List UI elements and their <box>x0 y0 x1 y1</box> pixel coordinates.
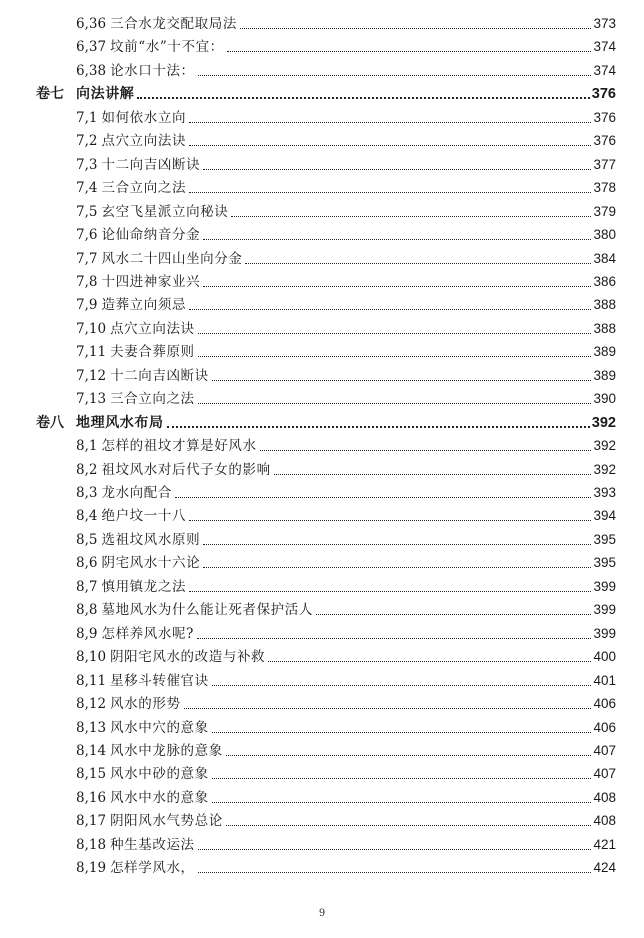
toc-entry-page: 374 <box>593 62 616 78</box>
toc-entry-number: 7,3 <box>76 156 98 173</box>
dot-leader <box>203 169 591 170</box>
toc-entry-number: 7,8 <box>76 273 98 290</box>
toc-entry-title: 造葬立向须忌 <box>101 297 187 314</box>
toc-entry-page: 421 <box>593 836 616 852</box>
dot-leader <box>197 638 592 639</box>
toc-entry-title: 星移斗转催官诀 <box>110 672 209 689</box>
toc-entry-title: 点穴立向法诀 <box>101 133 187 150</box>
dot-leader <box>212 685 592 686</box>
toc-entry-row <box>76 34 616 56</box>
toc-entry-title: 风水中砂的意象 <box>110 766 209 783</box>
dot-leader <box>198 872 592 873</box>
dot-leader <box>227 51 592 52</box>
dot-leader <box>231 216 591 217</box>
toc-entry-row <box>76 503 616 525</box>
dot-leader <box>226 825 592 826</box>
dot-leader <box>175 497 591 498</box>
dot-leader <box>189 145 591 146</box>
toc-entry-number: 8,14 <box>76 742 107 759</box>
toc-entry-page: 395 <box>593 555 616 571</box>
toc-entry-page: 393 <box>593 485 616 500</box>
toc-entry-number: 6,38 <box>76 62 107 79</box>
dot-leader <box>212 778 592 779</box>
dot-leader <box>212 802 592 803</box>
dot-leader <box>316 614 591 615</box>
toc-entry-number: 7,9 <box>76 297 98 314</box>
toc-entry-row <box>76 199 616 221</box>
toc-entry-number: 8,16 <box>76 789 107 806</box>
dot-leader <box>203 567 591 568</box>
toc-entry-row <box>76 715 616 737</box>
toc-entry-title: 三合立向之法 <box>101 180 187 197</box>
toc-entry-page: 408 <box>593 813 616 829</box>
toc-entry-row <box>76 222 616 244</box>
toc-entry-number: 7,2 <box>76 133 98 150</box>
toc-entry-title: 绝户坟一十八 <box>101 508 187 525</box>
toc-entry-page: 388 <box>593 297 616 313</box>
toc-entry-number: 8,1 <box>76 438 98 455</box>
toc-entry-number: 8,13 <box>76 719 107 736</box>
dot-leader <box>203 286 591 287</box>
toc-entry-title: 选祖坟风水原则 <box>101 531 201 548</box>
dot-leader <box>198 403 592 404</box>
toc-entry-page: 408 <box>593 789 616 805</box>
toc-entry-page: 377 <box>593 156 616 172</box>
toc-entry-number: 7,1 <box>76 109 98 126</box>
dot-leader <box>198 849 592 850</box>
toc-entry-title: 三合立向之法 <box>110 391 195 408</box>
toc-entry-title: 三合水龙交配取局法 <box>110 16 237 32</box>
toc-entry-row <box>76 292 616 314</box>
dot-leader <box>189 309 591 310</box>
toc-entry-row <box>76 386 616 408</box>
toc-entry-title: 论水口十法： <box>110 62 195 79</box>
toc-entry-title: 点穴立向法诀 <box>110 320 195 337</box>
toc-entry-title: 风水中穴的意象 <box>110 719 209 736</box>
toc-entry-page: 392 <box>591 414 616 431</box>
toc-entry-number: 7,7 <box>76 250 98 267</box>
toc-entry-number: 8,12 <box>76 696 107 713</box>
toc-entry-page: 424 <box>593 860 616 876</box>
toc-entry-title: 风水二十四山坐向分金 <box>101 250 243 267</box>
toc-entry-row <box>76 58 616 80</box>
toc-entry-row <box>76 761 616 783</box>
toc-entry-row <box>76 550 616 572</box>
toc-entry-page: 406 <box>593 696 616 712</box>
toc-entry-number: 8,17 <box>76 813 107 830</box>
toc-entry-number: 卷八 <box>36 414 64 431</box>
toc-entry-number: 8,4 <box>76 508 98 525</box>
toc-entry-title: 龙水向配合 <box>101 485 172 501</box>
toc-entry-row <box>76 11 616 33</box>
toc-entry-row <box>76 363 616 385</box>
toc-chapter-row <box>36 81 616 103</box>
toc-entry-number: 7,12 <box>76 367 107 384</box>
toc-entry-title: 祖坟风水对后代子女的影响 <box>101 461 271 478</box>
toc-entry-row <box>76 855 616 877</box>
toc-entry-title: 向法讲解 <box>76 86 135 103</box>
toc-entry-page: 407 <box>593 766 616 782</box>
toc-entry-number: 7,11 <box>76 344 107 361</box>
toc-entry-row <box>76 339 616 361</box>
dot-leader <box>212 380 592 381</box>
toc-entry-title: 十四进神家业兴 <box>101 273 201 290</box>
dot-leader <box>203 239 591 240</box>
toc-entry-page: 376 <box>593 133 616 149</box>
toc-entry-number: 7,6 <box>76 227 98 244</box>
toc-entry-number: 8,11 <box>76 672 107 689</box>
toc-entry-title: 风水的形势 <box>110 696 181 713</box>
toc-entry-row <box>76 691 616 713</box>
toc-entry-page: 399 <box>593 578 616 594</box>
toc-entry-row <box>76 316 616 338</box>
toc-entry-page: 399 <box>593 625 616 641</box>
dot-leader <box>268 661 591 662</box>
toc-entry-number: 7,5 <box>76 203 98 220</box>
toc-entry-number: 8,9 <box>76 625 98 642</box>
dot-leader <box>198 75 592 76</box>
toc-entry-title: 风水中水的意象 <box>110 789 209 806</box>
toc-entry-number: 8,6 <box>76 555 98 572</box>
toc-entry-page: 406 <box>593 719 616 735</box>
dot-leader <box>226 755 592 756</box>
toc-entry-page: 395 <box>593 531 616 547</box>
toc-entry-number: 7,10 <box>76 320 107 337</box>
toc-entry-page: 378 <box>593 180 616 196</box>
toc-entry-row <box>76 527 616 549</box>
toc-entry-row <box>76 152 616 174</box>
toc-entry-title: 慎用镇龙之法 <box>101 578 187 595</box>
toc-entry-title: 地理风水布局 <box>76 414 164 431</box>
toc-entry-title: 风水中龙脉的意象 <box>110 742 223 759</box>
toc-entry-row <box>76 246 616 268</box>
toc-entry-row <box>76 457 616 479</box>
dot-leader <box>189 591 591 592</box>
dot-leader <box>212 732 592 733</box>
toc-chapter-row <box>36 410 616 432</box>
dot-leader <box>198 333 592 334</box>
toc-entry-page: 400 <box>593 649 616 665</box>
toc-entry-row <box>76 621 616 643</box>
toc-entry-row <box>76 480 616 502</box>
toc-entry-page: 392 <box>593 438 616 454</box>
toc-entry-page: 374 <box>593 39 616 55</box>
toc-entry-page: 376 <box>591 86 616 103</box>
dot-leader <box>189 192 591 193</box>
toc-entry-number: 8,18 <box>76 836 107 853</box>
dot-leader <box>240 28 592 29</box>
toc-entry-row <box>76 832 616 854</box>
toc-entry-page: 376 <box>593 109 616 125</box>
toc-entry-row <box>76 433 616 455</box>
toc-entry-number: 6,37 <box>76 39 107 56</box>
toc-entry-title: 如何依水立向 <box>101 109 187 126</box>
toc-entry-row <box>76 105 616 127</box>
toc-entry-title: 阴宅风水十六论 <box>101 555 201 572</box>
toc-entry-page: 407 <box>593 742 616 758</box>
toc-entry-number: 卷七 <box>36 86 64 103</box>
toc-entry-page: 389 <box>593 367 616 383</box>
dot-leader <box>184 708 592 709</box>
dot-leader <box>198 356 592 357</box>
toc-entry-row <box>76 644 616 666</box>
toc-entry-number: 7,13 <box>76 391 107 408</box>
toc-entry-page: 380 <box>593 227 616 243</box>
toc-entry-row <box>76 785 616 807</box>
toc-entry-number: 8,3 <box>76 485 98 501</box>
toc-entry-page: 394 <box>593 508 616 524</box>
toc-entry-number: 8,8 <box>76 602 98 619</box>
toc-entry-number: 8,5 <box>76 531 98 548</box>
toc-entry-page: 384 <box>593 250 616 266</box>
toc-entry-title: 十二向吉凶断诀 <box>101 156 201 173</box>
toc-entry-title: 论仙命纳音分金 <box>101 227 201 244</box>
toc-entry-title: 怎样养风水呢? <box>101 625 194 642</box>
dot-leader <box>274 474 592 475</box>
toc-entry-title: 阴阳宅风水的改造与补救 <box>110 649 266 666</box>
toc-entry-page: 392 <box>593 461 616 477</box>
dot-leader <box>167 426 590 428</box>
page-number: 9 <box>318 908 326 919</box>
toc-entry-number: 6,36 <box>76 16 107 32</box>
toc-entry-title: 种生基改运法 <box>110 836 195 853</box>
toc-entry-title: 墓地风水为什么能让死者保护活人 <box>101 602 313 619</box>
toc-entry-row <box>76 597 616 619</box>
toc-entry-page: 389 <box>593 344 616 360</box>
toc-entry-row <box>76 269 616 291</box>
toc-entry-row <box>76 128 616 150</box>
toc-entry-title: 夫妻合葬原则 <box>110 344 195 361</box>
toc-entry-number: 8,15 <box>76 766 107 783</box>
toc-entry-row <box>76 574 616 596</box>
toc-entry-number: 8,10 <box>76 649 107 666</box>
toc-entry-page: 388 <box>593 320 616 336</box>
toc-entry-title: 十二向吉凶断诀 <box>110 367 209 384</box>
toc-entry-number: 8,19 <box>76 860 107 877</box>
dot-leader <box>203 544 591 545</box>
toc-entry-number: 8,7 <box>76 578 98 595</box>
toc-entry-row <box>76 175 616 197</box>
toc-entry-page: 390 <box>593 391 616 407</box>
dot-leader <box>260 450 592 451</box>
toc-entry-row <box>76 808 616 830</box>
toc-entry-title: 怎样的祖坟才算是好风水 <box>101 438 257 455</box>
toc-entry-number: 7,4 <box>76 180 98 197</box>
toc-entry-title: 玄空飞星派立向秘诀 <box>101 203 229 220</box>
toc-entry-title: 阴阳风水气势总论 <box>110 813 223 830</box>
dot-leader <box>189 520 591 521</box>
toc-entry-page: 379 <box>593 203 616 219</box>
toc-entry-title: 坟前“水”十不宜： <box>110 39 224 56</box>
toc-entry-page: 373 <box>593 16 616 31</box>
toc-entry-page: 386 <box>593 273 616 289</box>
toc-entry-page: 401 <box>593 672 616 688</box>
dot-leader <box>245 263 591 264</box>
toc-entry-row <box>76 738 616 760</box>
dot-leader <box>189 122 591 123</box>
toc-entry-title: 怎样学风水， <box>110 860 195 877</box>
toc-entry-number: 8,2 <box>76 461 98 478</box>
toc-entry-row <box>76 668 616 690</box>
toc-entry-page: 399 <box>593 602 616 618</box>
dot-leader <box>137 97 589 99</box>
